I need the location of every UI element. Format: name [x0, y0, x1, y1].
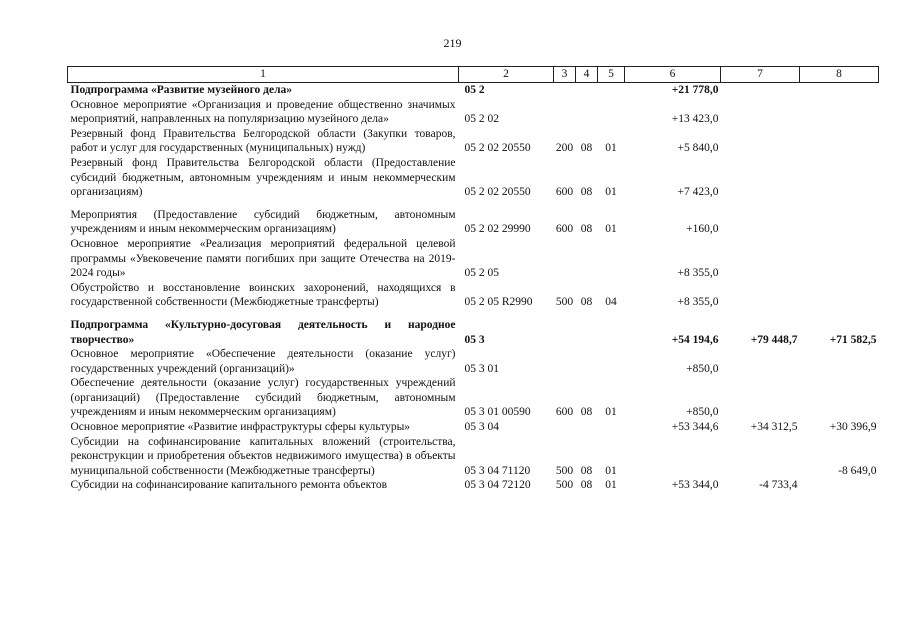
row-type-cell: 600 [555, 223, 574, 236]
column-header: 6 [625, 67, 721, 83]
table-row [68, 208, 879, 237]
column-header: 4 [576, 67, 598, 83]
row-spacer [68, 310, 879, 318]
column-header: 2 [459, 67, 554, 83]
row-code-cell: 05 2 05 R2990 [464, 296, 533, 309]
row-subsection-cell: 01 [605, 186, 617, 199]
table-row [68, 347, 879, 376]
row-type-cell [554, 420, 576, 435]
table-body [68, 67, 879, 494]
column-header: 8 [800, 67, 879, 83]
row-type-cell [554, 237, 576, 281]
table-row [68, 156, 879, 200]
row-type-cell: 500 [555, 464, 574, 477]
column-header: 3 [554, 67, 576, 83]
spacer-cell [68, 310, 879, 318]
row-section-cell: 08 [580, 479, 593, 492]
row-code-cell: 05 3 04 71120 [464, 464, 531, 477]
row-subsection-cell: 01 [605, 223, 617, 236]
row-section-cell: 08 [580, 223, 593, 236]
row-amount-col6 [625, 435, 721, 479]
row-section-cell [576, 347, 598, 376]
row-subsection-cell [598, 347, 625, 376]
row-type-cell [554, 83, 576, 98]
row-type-cell: 600 [555, 186, 574, 199]
row-subsection-cell [598, 98, 625, 127]
row-name-cell: Мероприятия (Предоставление субсидий бюджетным, автономным учреждениям и иным некоммерческим организациям) [70, 208, 456, 236]
row-amount-col6: +5 840,0 [677, 142, 719, 155]
row-subsection-cell [598, 83, 625, 98]
table-row [68, 376, 879, 420]
row-name-cell: Субсидии на софинансирование капитальных вложений (строительства, реконструкции и приобретения объектов недвижимого имущества) в объекты муниципальной собственности (Межбюджетные трансферты) [70, 435, 456, 477]
row-section-cell [576, 318, 598, 347]
row-name-cell: Обеспечение деятельности (оказание услуг) государственных учреждений (организаций) (Предоставление субсидий бюджетным, автономным учреждениям и иным некоммерческим организациям) [70, 377, 456, 419]
row-subsection-cell: 04 [605, 296, 617, 309]
spacer-cell [68, 200, 879, 208]
row-spacer [68, 200, 879, 208]
row-type-cell [554, 98, 576, 127]
row-amount-col6: +53 344,6 [671, 421, 719, 434]
row-name-cell: Резервный фонд Правительства Белгородской области (Предоставление субсидий бюджетным, автономным учреждениям и иным некоммерческим организациям) [70, 156, 456, 199]
row-type-cell: 200 [555, 142, 574, 155]
row-amount-col7: +79 448,7 [750, 333, 798, 346]
row-type-cell [554, 318, 576, 347]
row-code-cell: 05 3 04 [464, 421, 499, 434]
table-row [68, 318, 879, 347]
table-header-row [68, 67, 879, 83]
row-code-cell: 05 2 02 [464, 113, 499, 126]
row-amount-col6: +54 194,6 [671, 333, 719, 346]
row-amount-col6: +8 355,0 [677, 267, 719, 280]
row-code-cell: 05 3 04 72120 [464, 479, 531, 492]
row-amount-col7 [721, 237, 800, 281]
table-row [68, 420, 879, 435]
row-code-cell: 05 2 02 29990 [464, 223, 531, 236]
row-amount-col6: +850,0 [686, 406, 719, 419]
row-subsection-cell: 01 [605, 464, 617, 477]
table-row [68, 98, 879, 127]
row-amount-col6: +160,0 [686, 223, 719, 236]
row-type-cell [554, 347, 576, 376]
row-name-cell: Подпрограмма «Развитие музейного дела» [70, 84, 293, 96]
row-section-cell [576, 237, 598, 281]
row-section-cell [576, 83, 598, 98]
row-amount-col6: +8 355,0 [677, 296, 719, 309]
row-subsection-cell [598, 420, 625, 435]
row-amount-col6: +53 344,0 [671, 479, 719, 492]
row-amount-col8 [800, 376, 879, 420]
row-name-cell: Основное мероприятие «Обеспечение деятельности (оказание услуг) государственных учреждений (организаций)» [70, 348, 456, 375]
row-name-cell: Основное мероприятие «Развитие инфраструктуры сферы культуры» [70, 421, 411, 434]
row-amount-col7 [721, 127, 800, 156]
row-name-cell: Субсидии на софинансирование капитального ремонта объектов [70, 479, 388, 492]
column-header: 7 [721, 67, 800, 83]
row-amount-col8: +30 396,9 [829, 421, 877, 434]
row-name-cell: Основное мероприятие «Реализация мероприятий федеральной целевой программы «Увековечение памяти погибших при защите Отечества на 2019-2024 годы» [70, 237, 456, 280]
table-row [68, 83, 879, 98]
row-section-cell: 08 [580, 296, 593, 309]
row-amount-col7 [721, 156, 800, 200]
row-amount-col6: +21 778,0 [671, 84, 719, 96]
row-amount-col8: -8 649,0 [838, 464, 877, 477]
row-section-cell: 08 [580, 406, 593, 419]
row-type-cell: 600 [555, 406, 574, 419]
row-amount-col6: +13 423,0 [671, 113, 719, 126]
table-row [68, 281, 879, 310]
row-subsection-cell: 01 [605, 406, 617, 419]
table-row [68, 478, 879, 493]
row-amount-col7 [721, 435, 800, 479]
row-code-cell: 05 2 02 20550 [464, 186, 531, 199]
row-section-cell [576, 98, 598, 127]
row-name-cell: Резервный фонд Правительства Белгородской области (Закупки товаров, работ и услуг для государственных (муниципальных) нужд) [70, 127, 456, 155]
row-name-cell: Подпрограмма «Культурно-досуговая деятельность и народное творчество» [70, 318, 456, 346]
row-amount-col8 [800, 281, 879, 310]
row-amount-col8 [800, 237, 879, 281]
row-amount-col8 [800, 347, 879, 376]
row-amount-col7 [721, 376, 800, 420]
row-amount-col7: +34 312,5 [750, 421, 798, 434]
row-amount-col7: -4 733,4 [759, 479, 798, 492]
row-amount-col8 [800, 478, 879, 493]
row-amount-col7 [721, 281, 800, 310]
row-type-cell: 500 [555, 479, 574, 492]
row-section-cell: 08 [580, 142, 593, 155]
row-code-cell: 05 2 05 [464, 267, 499, 280]
row-amount-col8: +71 582,5 [829, 333, 877, 346]
row-subsection-cell [598, 318, 625, 347]
row-code-cell: 05 3 [464, 333, 485, 346]
row-type-cell: 500 [555, 296, 574, 309]
column-header: 1 [68, 67, 459, 83]
row-subsection-cell: 01 [605, 142, 617, 155]
row-subsection-cell [598, 237, 625, 281]
row-amount-col8 [800, 208, 879, 237]
table-row [68, 127, 879, 156]
row-amount-col7 [721, 83, 800, 98]
column-header: 5 [598, 67, 625, 83]
row-code-cell: 05 3 01 [464, 362, 499, 375]
row-amount-col6: +850,0 [686, 362, 719, 375]
row-code-cell: 05 2 [464, 84, 485, 96]
row-section-cell: 08 [580, 186, 593, 199]
row-code-cell: 05 2 02 20550 [464, 142, 531, 155]
row-subsection-cell: 01 [605, 479, 617, 492]
page-number: 219 [443, 36, 462, 50]
row-code-cell: 05 3 01 00590 [464, 406, 531, 419]
budget-table [67, 66, 879, 493]
row-section-cell [576, 420, 598, 435]
row-section-cell: 08 [580, 464, 593, 477]
row-name-cell: Обустройство и восстановление воинских захоронений, находящихся в государственной собственности (Межбюджетные трансферты) [70, 281, 456, 309]
row-amount-col8 [800, 127, 879, 156]
row-amount-col8 [800, 156, 879, 200]
row-amount-col7 [721, 347, 800, 376]
table-row [68, 435, 879, 479]
row-name-cell: Основное мероприятие «Организация и проведение общественно значимых мероприятий, направленных на популяризацию музейного дела» [70, 98, 456, 126]
row-amount-col7 [721, 208, 800, 237]
row-amount-col8 [800, 83, 879, 98]
row-amount-col7 [721, 98, 800, 127]
row-amount-col6: +7 423,0 [677, 186, 719, 199]
row-amount-col8 [800, 98, 879, 127]
table-row [68, 237, 879, 281]
